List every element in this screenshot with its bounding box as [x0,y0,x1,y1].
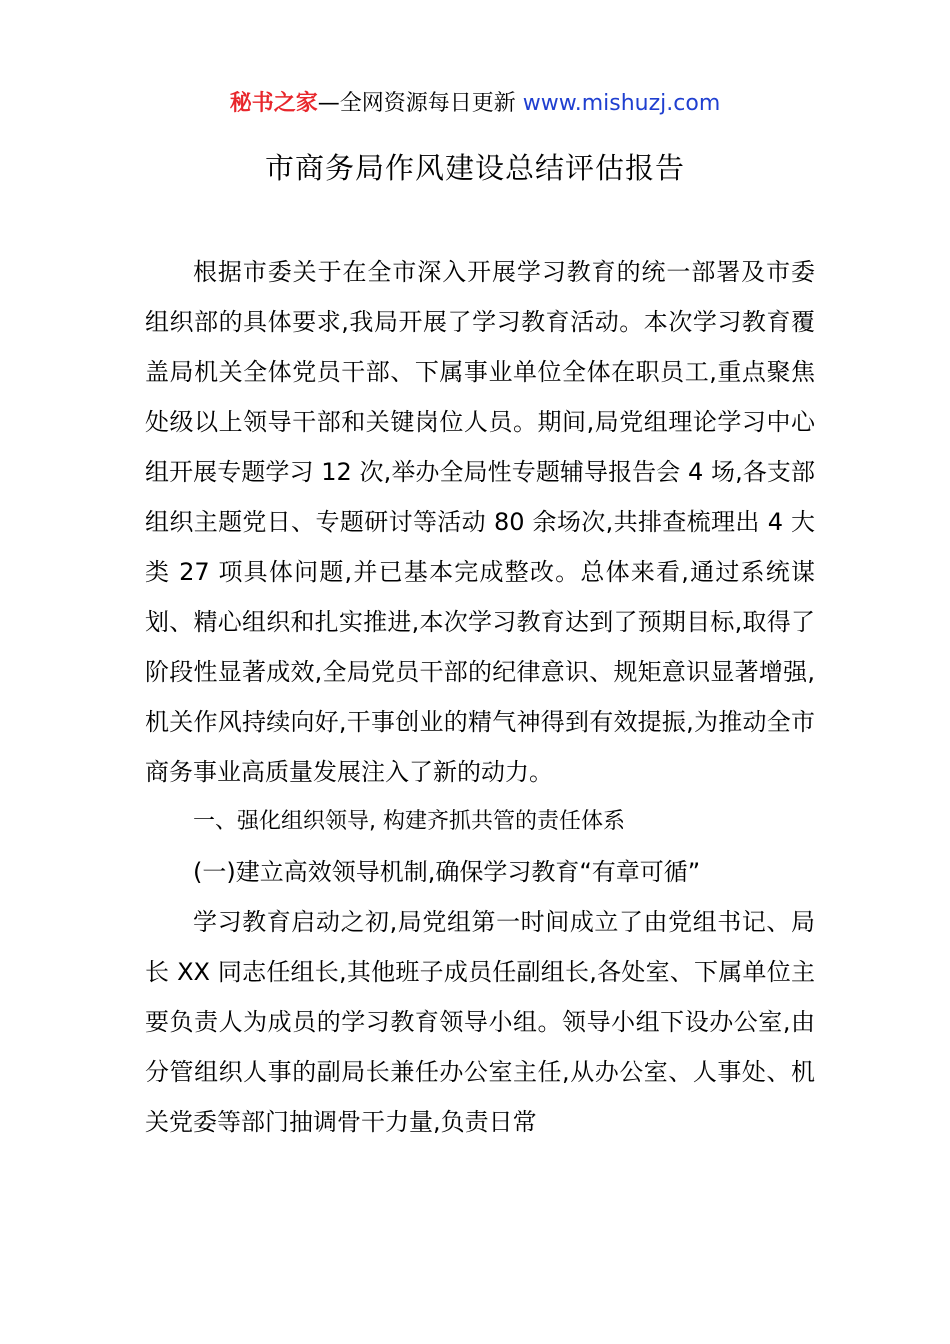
brand-name: 秘书之家 [229,91,318,116]
site-tagline: —全网资源每日更新 [317,91,516,116]
section-paragraph-1: 学习教育启动之初,局党组第一时间成立了由党组书记、局长 XX 同志任组长,其他班子成员任副组长,各处室、下属单位主要负责人为成员的学习教育领导小组。领导小组下设办公室,由分管组织人事的副局长兼任办公室主任,从办公室、人事处、机关党委等部门抽调骨干力量,负责日常 [145,908,815,1136]
section-heading-1: 一、强化组织领导, 构建齐抓共管的责任体系 [193,809,625,834]
intro-paragraph: 根据市委关于在全市深入开展学习教育的统一部署及市委组织部的具体要求,我局开展了学习教育活动。本次学习教育覆盖局机关全体党员干部、下属事业单位全体在职员工,重点聚焦处级以上领导干部和关键岗位人员。期间,局党组理论学习中心组开展专题学习 12 次,举办全局性专题辅导报告会 4 场,各支部组织主题党日、专题研讨等活动 80 余场次,共排查梳理出 4 大类 27 项具体问题,并已基本完成整改。总体来看,通过系统谋划、精心组织和扎实推进,本次学习教育达到了预期目标,取得了阶段性显著成效,全局党员干部的纪律意识、规矩意识显著增强,机关作风持续向好,干事创业的精气神得到有效提振,为推动全市商务事业高质量发展注入了新的动力。 [145,258,815,786]
site-header [0,88,950,120]
site-url-link[interactable]: www.mishuzj.com [522,91,721,116]
document-title: 市商务局作风建设总结评估报告 [264,151,685,185]
subsection-heading-1: (一)建立高效领导机制,确保学习教育“有章可循” [193,858,701,886]
document-body [145,247,815,1147]
